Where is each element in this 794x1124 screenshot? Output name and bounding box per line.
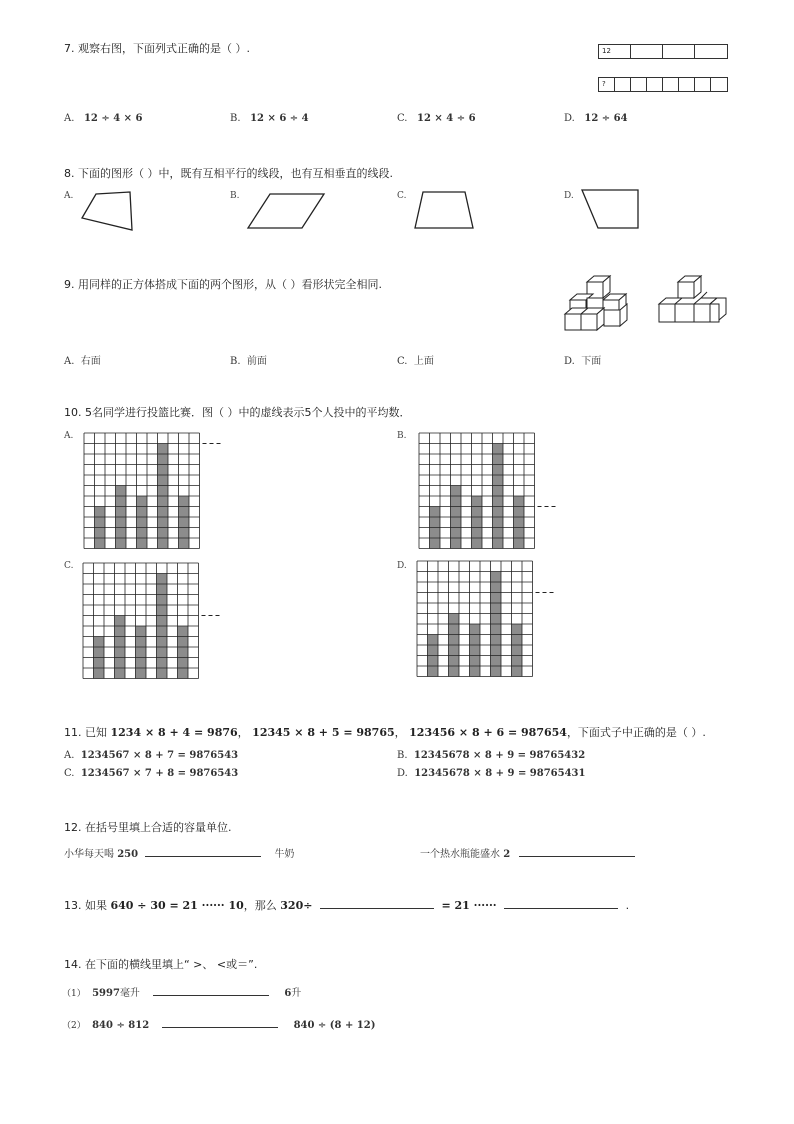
q9-stem: 9. 用同样的正方体搭成下面的两个图形，从（ ）看形状完全相同. — [64, 278, 382, 291]
q14-stem: 14. 在下面的横线里填上“ >、 <或＝”. — [64, 958, 258, 971]
q14-left-value: 840 ÷ 812 — [92, 1020, 150, 1031]
q8-stem: 8. 下面的图形（ ）中，既有互相平行的线段，也有互相垂直的线段. — [64, 167, 393, 180]
q12-left-suffix: 牛奶 — [274, 849, 295, 860]
q12-right-prefix: 一个热水瓶能盛水 — [420, 849, 500, 860]
q14-blank-2[interactable] — [162, 1017, 278, 1028]
q12-right-num: 2 — [503, 849, 511, 860]
bar-5 — [179, 496, 190, 549]
option-expr: 1234567 × 7 + 8 = 9876543 — [80, 768, 239, 779]
bar-3 — [137, 496, 148, 549]
option-letter: D. — [564, 356, 575, 367]
q9-option-d[interactable] — [564, 352, 601, 367]
q10-chart-d — [416, 560, 561, 680]
q11-option-a[interactable] — [64, 750, 238, 761]
q8-shape-parallelogram — [246, 190, 326, 232]
q11-given-1: 1234 × 8 + 4 = 9876 — [110, 726, 238, 739]
q9-cube-figure-2 — [655, 272, 729, 328]
option-expr: 12 ÷ 4 × 6 — [83, 113, 143, 124]
q7-bar-bottom — [598, 77, 728, 92]
q14-blank-1[interactable] — [153, 985, 269, 996]
q7-bar-top — [598, 44, 728, 59]
q9-cube-figure-1 — [562, 274, 640, 334]
q13-middle: ，那么 — [243, 899, 277, 912]
option-letter: A. — [64, 750, 75, 761]
q13-blank-divisor[interactable] — [320, 898, 434, 909]
q8-letter-d[interactable]: D. — [564, 191, 574, 201]
option-letter: D. — [564, 113, 575, 124]
q12-item-right — [420, 845, 635, 860]
q10-letter-c[interactable]: C. — [64, 561, 74, 571]
q12-item-left — [64, 845, 294, 860]
q14-left-value: 5997 — [92, 988, 120, 999]
option-text: 上面 — [413, 356, 434, 367]
q8-letter-c[interactable]: C. — [397, 191, 407, 201]
q9-option-a[interactable] — [64, 352, 101, 367]
q8-shape-trapezoid — [413, 190, 477, 232]
option-letter: C. — [397, 356, 408, 367]
option-expr: 12345678 × 8 + 9 = 98765431 — [414, 768, 586, 779]
q12-blank-1[interactable] — [145, 846, 261, 857]
q10-chart-c — [82, 562, 227, 682]
q11-option-d[interactable] — [397, 768, 585, 779]
bar-5 — [514, 496, 525, 549]
q13-expr-start: 320÷ — [280, 899, 313, 912]
q14-left-unit: 毫升 — [119, 988, 140, 999]
q14-right-value: 6 — [284, 988, 292, 999]
q7-stem: 7. 观察右图，下面列式正确的是（ ）. — [64, 42, 250, 55]
q14-item-number: （2） — [62, 1021, 86, 1031]
option-expr: 12 × 4 ÷ 6 — [417, 113, 476, 124]
q11-given-3: 123456 × 8 + 6 = 987654 — [409, 726, 567, 739]
bar-5 — [178, 626, 189, 679]
option-expr: 12345678 × 8 + 9 = 98765432 — [413, 750, 586, 761]
q13-blank-remainder[interactable] — [504, 898, 618, 909]
bar-3 — [136, 626, 147, 679]
option-letter: B. — [397, 750, 408, 761]
q10-letter-a[interactable]: A. — [64, 431, 74, 441]
q11-suffix: ，下面式子中正确的是（ ）. — [566, 726, 706, 739]
q7-option-c[interactable] — [397, 113, 476, 124]
option-expr: 12 × 6 ÷ 4 — [250, 113, 309, 124]
q8-letter-a[interactable]: A. — [64, 191, 74, 201]
option-letter: B. — [230, 113, 241, 124]
option-letter: A. — [64, 356, 75, 367]
q14-item-number: （1） — [62, 989, 86, 999]
q11-stem: 11. 已知 1234 × 8 + 4 = 9876， 12345 × 8 + 5 = 98765， 123456 × 8 + 6 = 987654，下面式子中正确的是（ ）. — [64, 726, 706, 739]
q10-chart-a — [83, 432, 228, 552]
option-expr: 12 ÷ 64 — [584, 113, 628, 124]
q10-stem: 10. 5名同学进行投篮比赛．图（ ）中的虚线表示5个人投中的平均数． — [64, 406, 411, 419]
q14-right-value: 840 ÷ (8 + 12) — [293, 1020, 376, 1031]
q11-given-2: 12345 × 8 + 5 = 98765 — [252, 726, 395, 739]
q11-prefix: 11. 已知 — [64, 726, 107, 739]
q7-bar-bottom-label: ? — [599, 78, 615, 91]
option-letter: C. — [64, 768, 75, 779]
q13-eq: = 21 ······ — [441, 899, 497, 912]
q14-item-1 — [62, 984, 301, 999]
q7-bar-top-label: 12 — [599, 45, 631, 58]
q13-end: . — [625, 899, 630, 912]
q7-option-a[interactable] — [64, 113, 142, 124]
q14-item-2 — [62, 1017, 375, 1031]
q11-option-b[interactable] — [397, 750, 585, 761]
q13-prefix: 13. 如果 — [64, 899, 107, 912]
q10-letter-b[interactable]: B. — [397, 431, 407, 441]
q7-option-d[interactable] — [564, 113, 628, 124]
option-letter: B. — [230, 356, 241, 367]
q8-letter-b[interactable]: B. — [230, 191, 240, 201]
option-text: 右面 — [80, 356, 101, 367]
q12-stem: 12. 在括号里填上合适的容量单位. — [64, 821, 232, 834]
q11-option-c[interactable] — [64, 768, 238, 779]
q12-left-num: 250 — [117, 849, 139, 860]
option-letter: C. — [397, 113, 408, 124]
option-text: 前面 — [246, 356, 267, 367]
q8-shape-right-trapezoid — [580, 188, 642, 232]
q10-letter-d[interactable]: D. — [397, 561, 407, 571]
option-text: 下面 — [581, 356, 602, 367]
option-letter: A. — [64, 113, 75, 124]
bar-5 — [512, 624, 523, 677]
q13-stem — [64, 897, 629, 913]
q12-blank-2[interactable] — [519, 846, 635, 857]
option-letter: D. — [397, 768, 408, 779]
option-expr: 1234567 × 8 + 7 = 9876543 — [80, 750, 239, 761]
q7-option-b[interactable] — [230, 113, 309, 124]
q8-shape-quadrilateral — [80, 190, 140, 235]
q9-option-c[interactable] — [397, 352, 434, 367]
q13-given: 640 ÷ 30 = 21 ······ 10 — [110, 899, 244, 912]
bar-3 — [470, 624, 481, 677]
q12-left-prefix: 小华每天喝 — [64, 849, 114, 860]
bar-3 — [472, 496, 483, 549]
q10-chart-b — [418, 432, 563, 552]
q9-option-b[interactable] — [230, 352, 267, 367]
q14-right-unit: 升 — [291, 988, 302, 999]
